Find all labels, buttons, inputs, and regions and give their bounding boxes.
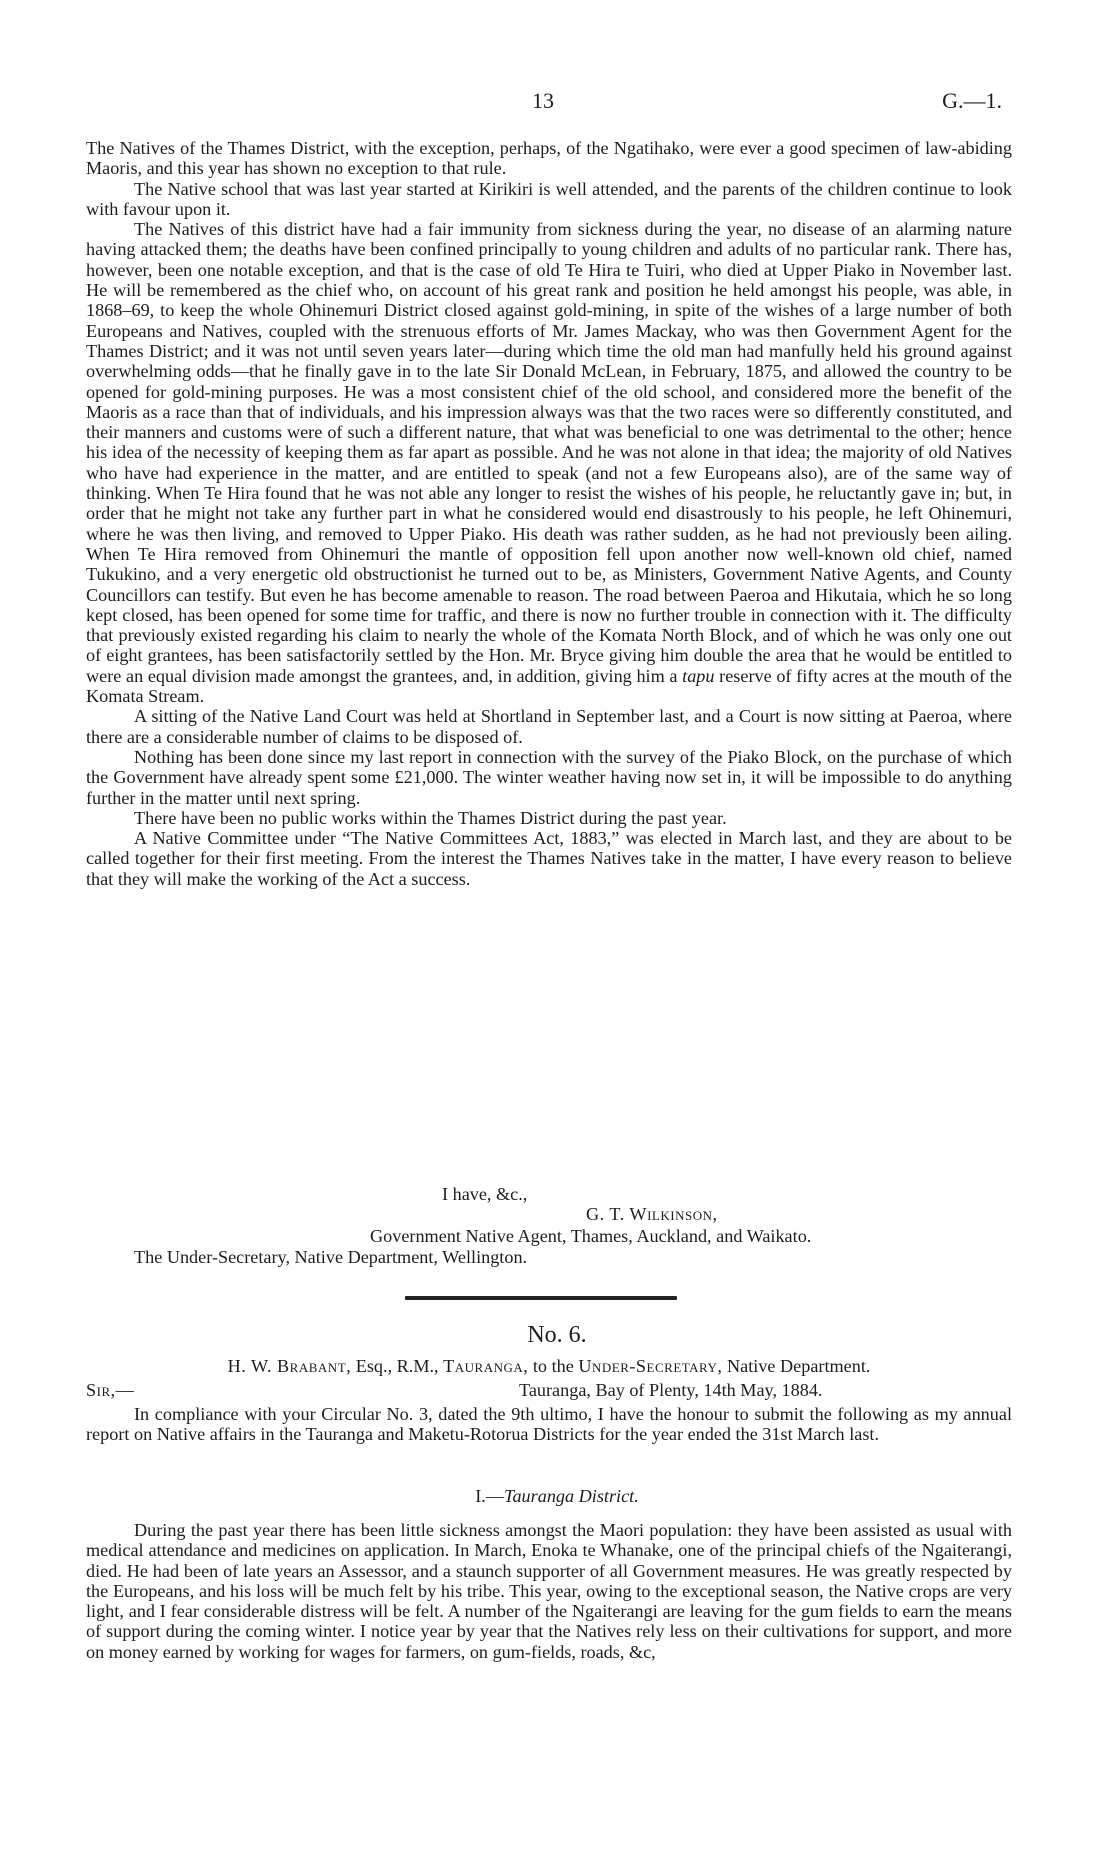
closing-phrase: I have, &c.,: [442, 1184, 528, 1204]
tapu-word: tapu: [682, 665, 715, 686]
paragraph-7: A Native Committee under “The Native Committees Act, 1883,” was elected in March last, and they are about to be called together for their first meeting. From the interest the Thames Natives take in the matter, I have every reason to believe that they will make the working of the Act a success.: [86, 828, 1012, 889]
signature-block: [86, 1184, 1012, 1272]
document-reference: G.—1.: [942, 88, 1002, 113]
title-to: to the: [532, 1356, 574, 1376]
salutation: Sir,—: [86, 1380, 135, 1400]
signatory-title: Government Native Agent, Thames, Auckland, and Waikato.: [370, 1226, 812, 1246]
department: Native Department.: [727, 1356, 871, 1376]
tauranga-paragraph: During the past year there has been little sickness amongst the Maori population: they have been assisted as usual with medical attendance and medicines on application. In March, Enoka te Whanake, one of the principal chiefs of the Ngaiterangi, died. He had been of late years an Assessor, and a staunch supporter of all Government measures. He was greatly respected by the Europeans, and his loss will be much felt by his tribe. This year, owing to the exceptional season, the Native crops are very light, and I fear considerable distress will be felt. A number of the Ngaiterangi are leaving for the gum fields to earn the means of support during the coming winter. I notice year by year that the Natives rely less on their cultivations for support, and more on money earned by working for wages for farmers, on gum-fields, roads, &c,: [86, 1520, 1012, 1662]
page-header: [0, 88, 1114, 122]
intro-paragraph: In compliance with your Circular No. 3, dated the 9th ultimo, I have the honour to submit the following as my annual report on Native affairs in the Tauranga and Maketu-Rotorua Districts for the year ended the 31st March last.: [86, 1404, 1012, 1445]
sender-place: Tauranga,: [443, 1356, 529, 1376]
paragraph-1: The Natives of the Thames District, with the exception, perhaps, of the Ngatihako, were ever a good specimen of law-abiding Maoris, and this year has shown no exception to that rule.: [86, 138, 1012, 179]
letter-number: No. 6.: [527, 1322, 587, 1348]
paragraph-3: [86, 219, 1012, 706]
salutation-row: [86, 1380, 1012, 1402]
addressee: The Under-Secretary, Native Department, Wellington.: [134, 1247, 528, 1267]
subheading: [0, 1486, 1114, 1507]
recipient: Under-Secretary,: [578, 1356, 723, 1376]
paragraph-2: The Native school that was last year started at Kirikiri is well attended, and the parents of the children continue to look with favour upon it.: [86, 178, 1012, 219]
paragraph-4: A sitting of the Native Land Court was held at Shortland in September last, and a Court is now sitting at Paeroa, where there are a considerable number of claims to be disposed of.: [86, 706, 1012, 747]
letter-intro: [86, 1404, 1012, 1445]
place-date: Tauranga, Bay of Plenty, 14th May, 1884.: [519, 1380, 823, 1400]
sender-name: H. W. Brabant,: [227, 1356, 352, 1376]
subheading-number: I.—: [475, 1486, 505, 1506]
section-thames-report: [86, 138, 1012, 889]
sender-credentials: Esq., R.M.,: [355, 1356, 439, 1376]
page-number: 13: [532, 88, 554, 113]
subheading-text: Tauranga District.: [504, 1486, 639, 1506]
section-divider: [405, 1296, 677, 1300]
paragraph-3-text: The Natives of this district have had a fair immunity from sickness during the year, no disease of an alarming nature having attacked them; the deaths have been confined principally to young children and adults of no particular rank. There has, however, been one notable exception, and that is the case of old Te Hira te Tuiri, who died at Upper Piako in November last. He will be remembered as the chief who, on account of his great rank and position he held amongst his people, was able, in 1868–69, to keep the whole Ohinemuri District closed against gold-mining, in spite of the wishes of a large number of both Europeans and Natives, coupled with the strenuous efforts of Mr. James Mackay, who was then Government Agent for the Thames District; and it was not until seven years later—during which time the old man had manfully held his ground against overwhelming odds—that he finally gave in to the late Sir Donald McLean, in February, 1875, and allowed the country to be opened for gold-mining purposes. He was a most consistent chief of the old school, and considered more the benefit of the Maoris as a race than that of individuals, and his impression always was that the two races were so differently constituted, and their manners and customs were of such a different nature, that what was beneficial to one was detrimental to the other; hence his idea of the necessity of keeping them as far apart as possible. And he was not alone in that idea; the majority of old Natives who have had experience in the matter, and are entitled to speak (and not a few Europeans also), are of the same way of thinking. When Te Hira found that he was not able any longer to resist the wishes of his people, he reluctantly gave in; but, in order that he might not take any further part in what he considered would end disastrously to his people, he left Ohinemuri, where he was then living, and removed to Upper Piako. His death was rather sudden, as he had not previously been ailing. When Te Hira removed from Ohinemuri the mantle of opposition fell upon another now well-known old chief, named Tukukino, and a very energetic old obstructionist he turned out to be, as Ministers, Government Native Agents, and County Councillors can testify. But even he has become amenable to reason. The road between Paeroa and Hikutaia, which he so long kept closed, has been opened for some time for traffic, and there is now no further trouble in connection with it. The difficulty that previously existed regarding his claim to nearly the whole of the Komata North Block, and of which he was only one out of eight grantees, has been satisfactorily settled by the Hon. Mr. Bryce giving him double the area that he would be entitled to were an equal division made amongst the grantees, and, in addition, giving him a: [86, 219, 1012, 686]
letter-title: [86, 1356, 1012, 1377]
tauranga-section: [86, 1520, 1012, 1662]
paragraph-6: There have been no public works within the Thames District during the past year.: [134, 807, 727, 828]
signatory-name: G. T. Wilkinson,: [586, 1204, 718, 1224]
paragraph-5: Nothing has been done since my last report in connection with the survey of the Piako Block, on the purchase of which the Government have already spent some £21,000. The winter weather having now set in, it will be impossible to do anything further in the matter until next spring.: [86, 746, 1012, 808]
tapu-tail: reserve of fifty acres at the mouth of the Komata Stream.: [86, 665, 1013, 707]
